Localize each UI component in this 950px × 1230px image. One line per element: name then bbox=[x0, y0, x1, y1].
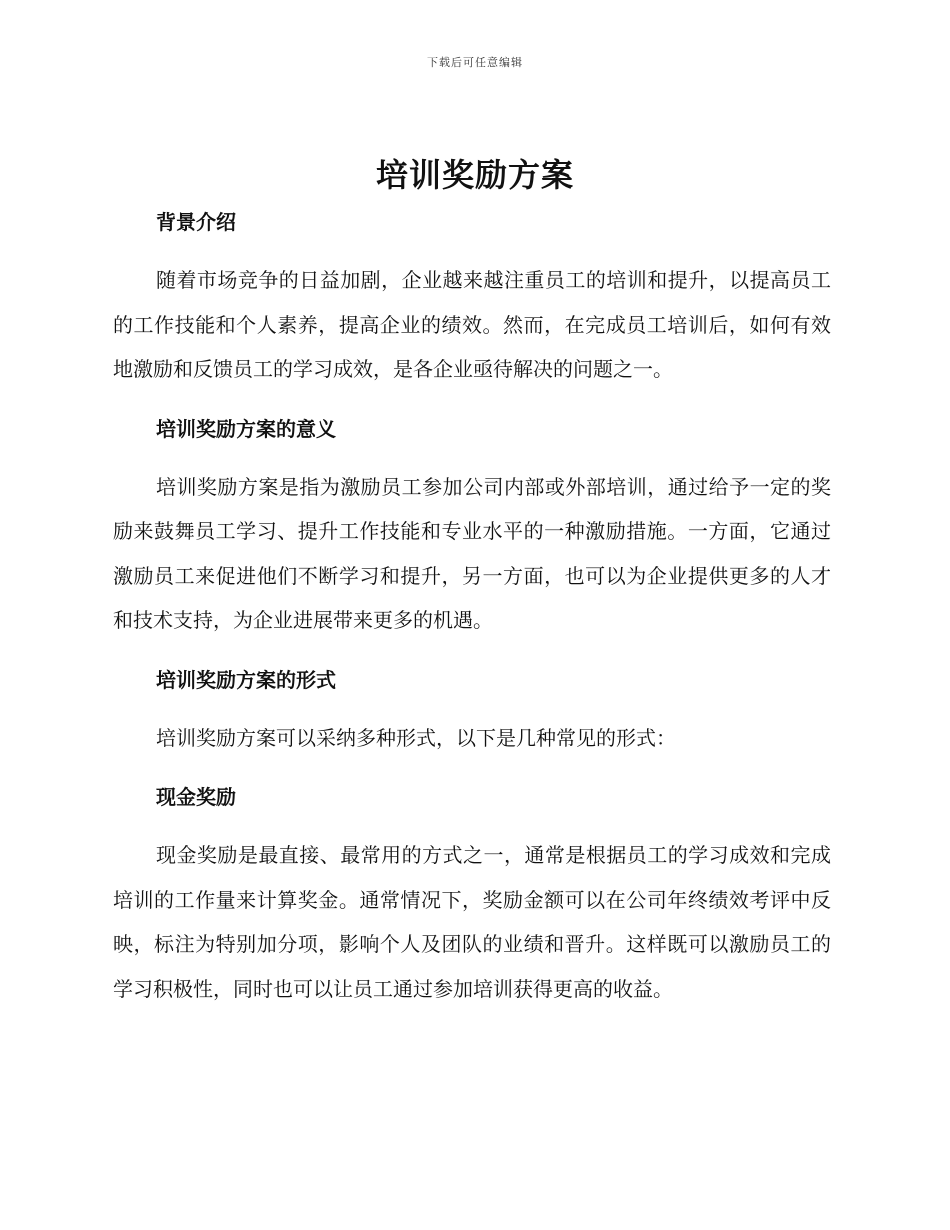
section-heading-forms: 培训奖励方案的形式 bbox=[156, 667, 336, 692]
document-title: 培训奖励方案 bbox=[375, 156, 574, 194]
document-body bbox=[113, 202, 831, 1011]
section-paragraph-cash-reward: 现金奖励是最直接、最常用的方式之一，通常是根据员工的学习成效和完成培训的工作量来计算奖金。通常情况下，奖励金额可以在公司年终绩效考评中反映，标注为特别加分项，影响个人及团队的业绩和晋升。这样既可以激励员工的学习积极性，同时也可以让员工通过参加培训获得更高的收益。 bbox=[113, 843, 831, 1001]
header-note: 下载后可任意编辑 bbox=[427, 56, 523, 69]
section-paragraph-forms: 培训奖励方案可以采纳多种形式，以下是几种常见的形式： bbox=[156, 725, 676, 750]
section-paragraph-background: 随着市场竞争的日益加剧，企业越来越注重员工的培训和提升，以提高员工的工作技能和个人素养，提高企业的绩效。然而，在完成员工培训后，如何有效地激励和反馈员工的学习成效，是各企业亟待解决的问题之一。 bbox=[113, 268, 831, 381]
section-heading-background: 背景介绍 bbox=[156, 210, 236, 234]
section-paragraph-significance: 培训奖励方案是指为激励员工参加公司内部或外部培训，通过给予一定的奖励来鼓舞员工学习、提升工作技能和专业水平的一种激励措施。一方面，它通过激励员工来促进他们不断学习和提升，另一方面，也可以为企业提供更多的人才和技术支持，为企业进展带来更多的机遇。 bbox=[113, 474, 831, 632]
section-heading-significance: 培训奖励方案的意义 bbox=[156, 416, 336, 441]
section-heading-cash-reward: 现金奖励 bbox=[156, 785, 236, 809]
